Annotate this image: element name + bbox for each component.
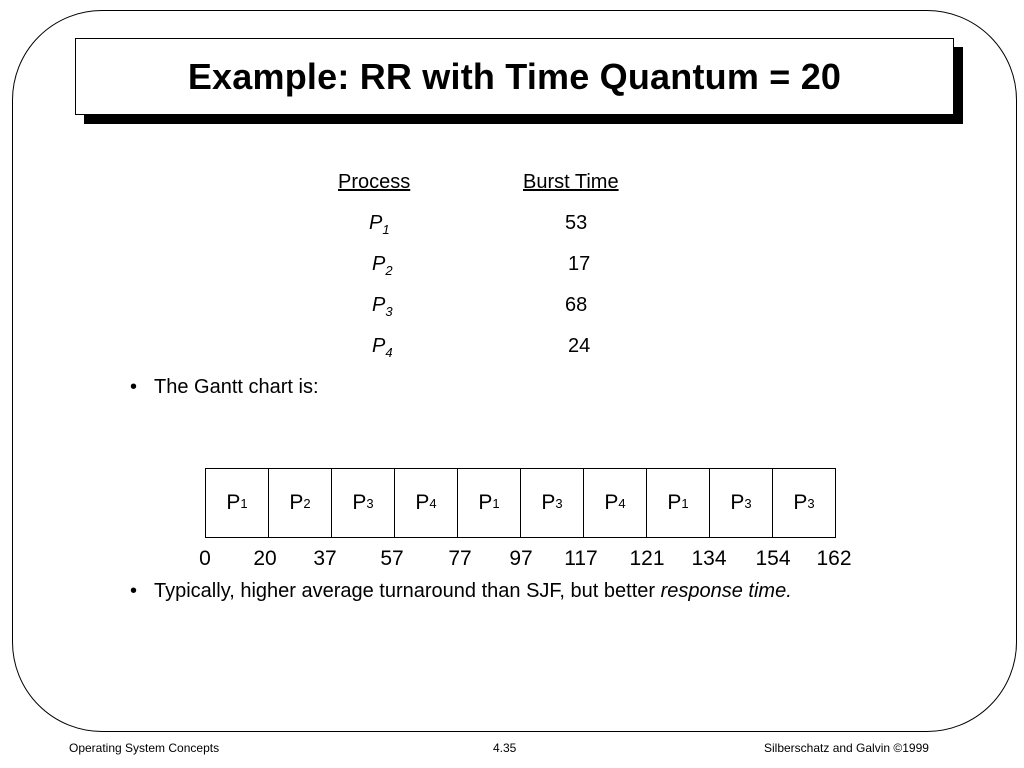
gantt-time-label: 57 — [380, 547, 404, 570]
gantt-time-label: 162 — [816, 547, 852, 570]
footer-right: Silberschatz and Galvin ©1999 — [764, 741, 929, 755]
gantt-cell: P 1 — [206, 469, 269, 537]
gantt-time-label: 97 — [509, 547, 533, 570]
gantt-cell: P 4 — [584, 469, 647, 537]
gantt-cell: P 1 — [647, 469, 710, 537]
process-p3: $P_3$ — [372, 294, 393, 319]
footer-left: Operating System Concepts — [69, 741, 220, 755]
burst-p2: 17 — [568, 253, 591, 275]
footer-page-number: 4.35 — [493, 741, 517, 755]
bullet-summary — [130, 580, 792, 603]
gantt-time-label: 0 — [199, 547, 211, 570]
gantt-time-label: 77 — [448, 547, 472, 570]
bullet-text: The Gantt chart is: — [154, 376, 319, 398]
gantt-cell: P 3 — [773, 469, 836, 537]
gantt-time-label: 117 — [564, 547, 598, 570]
title-box — [75, 38, 954, 115]
burst-p1: 53 — [565, 212, 588, 234]
bullet-icon: • — [130, 376, 138, 398]
gantt-cell: P 1 — [458, 469, 521, 537]
process-p4: $P_4$ — [372, 335, 393, 360]
gantt-cell: P 3 — [521, 469, 584, 537]
bullet-icon: • — [130, 580, 138, 602]
process-p1: $P_1$ — [369, 212, 390, 237]
gantt-cell: P 3 — [332, 469, 395, 537]
bullet-gantt-intro — [130, 376, 319, 399]
gantt-time-label: 134 — [691, 547, 727, 570]
gantt-time-label: 121 — [629, 547, 665, 570]
slide-title: Example: RR with Time Quantum = 20 — [187, 55, 842, 97]
gantt-cell: P 4 — [395, 469, 458, 537]
gantt-cell: P 3 — [710, 469, 773, 537]
gantt-cell: P 2 — [269, 469, 332, 537]
gantt-time-label: 154 — [755, 547, 791, 570]
burst-p3: 68 — [565, 294, 588, 316]
process-p2: $P_2$ — [372, 253, 393, 278]
bullet-text: Typically, higher average turnaround than SJF, but better response time. — [154, 580, 792, 602]
gantt-time-label: 20 — [253, 547, 277, 570]
burst-p4: 24 — [568, 335, 591, 357]
header-burst-time: Burst Time — [523, 171, 619, 193]
gantt-chart — [205, 468, 836, 538]
header-process: Process — [338, 171, 411, 193]
gantt-time-label: 37 — [313, 547, 337, 570]
